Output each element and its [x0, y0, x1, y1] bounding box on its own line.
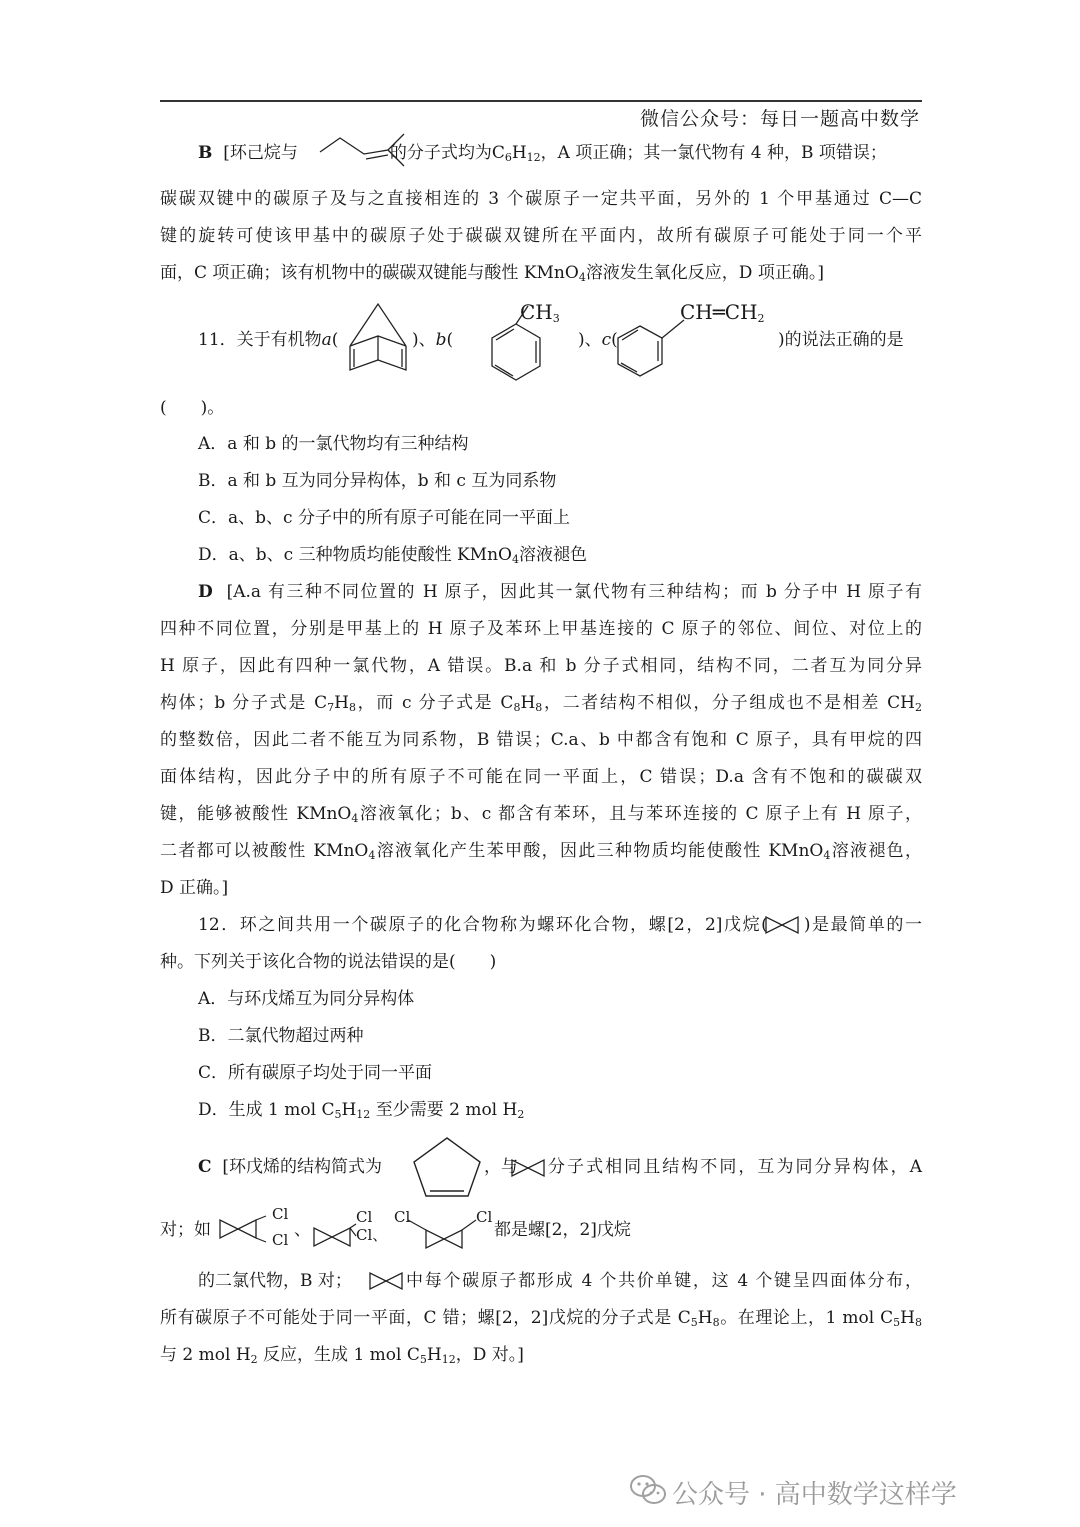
q12-answer-line-3a: 的二氯代物，B 对；	[198, 1271, 352, 1291]
answer-letter: B	[198, 143, 213, 163]
answer-letter: C	[198, 1157, 212, 1177]
cl-label-2: Cl	[272, 1231, 289, 1249]
watermark-text: 公众号 · 高中数学这样学	[672, 1480, 957, 1510]
q11-option-d: D．a、b、c 三种物质均能使酸性 KMnO$_4$溶液褪色	[198, 545, 587, 566]
q11-answer-line-2: 四种不同位置，分别是甲基上的 H 原子及苯环上甲基连接的 C 原子的邻位、间位、对位上的	[160, 619, 922, 639]
wechat-icon	[628, 1472, 668, 1508]
header-rule	[160, 100, 922, 102]
q12-option-b: B．二氯代物超过两种	[198, 1026, 364, 1046]
header-account: 微信公众号：每日一题高中数学	[639, 108, 920, 130]
dichloro-isomer-1	[218, 1216, 270, 1242]
q12-answer-line-4: 所有碳原子不可能处于同一平面，C 错；螺[2，2]戊烷的分子式是 $C_5H_8$。在理论上，1 mol $C_5H_8$	[160, 1308, 922, 1329]
q12-stem-line-1: 12．环之间共用一个碳原子的化合物称为螺环化合物，螺[2，2]戊烷( )是最简单的一	[198, 915, 922, 935]
q10-answer-line-3: 键的旋转可使该甲基中的碳原子处于碳碳双键所在平面内，故所有碳原子可能处于同一个平	[160, 226, 922, 246]
q10-answer-line-2: 碳碳双键中的碳原子及与之直接相连的 3 个碳原子一定共平面，另外的 1 个甲基通过 C—C	[160, 189, 922, 209]
cl-label-6: Cl	[476, 1208, 493, 1226]
q12-stem-line-2: 种。下列关于该化合物的说法错误的是( )	[160, 952, 497, 972]
q12-answer-line-2b: 都是螺[2，2]戊烷	[494, 1220, 631, 1240]
q12-answer-line-1b: ，与	[484, 1157, 518, 1177]
q12-answer-line-2a: 对；如	[160, 1220, 211, 1240]
q11-stem: 11．关于有机物a(	[198, 330, 339, 350]
q11-answer-line-4: 构体；b 分子式是 $C_7H_8$，而 c 分子式是 $C_8H_8$，二者结构不相似，分子组成也不是相差 $CH_2$	[160, 693, 922, 714]
q12-option-d: D．生成 1 mol $C_5H_{12}$ 至少需要 2 mol $H_2$	[198, 1100, 525, 1121]
q11-option-b: B．a 和 b 互为同分异构体，b 和 c 互为同系物	[198, 471, 557, 491]
q11-option-a: A．a 和 b 的一氯代物均有三种结构	[198, 434, 469, 454]
q11-answer-line-6: 面体结构，因此分子中的所有原子不可能在同一平面上，C 错误；D.a 含有不饱和的碳碳双	[160, 767, 922, 787]
q11-answer-line-9: D 正确。]	[160, 878, 229, 898]
spiropentane-inline-2	[368, 1271, 404, 1291]
cl-label-5: Cl	[394, 1208, 411, 1226]
q12-option-a: A．与环戊烯互为同分异构体	[198, 989, 415, 1009]
dichloro-isomer-3	[404, 1218, 480, 1248]
q11-answer-line-8: 二者都可以被酸性 KMnO$_4$溶液氧化产生苯甲酸，因此三种物质均能使酸性 KMnO$_4$溶液褪色，	[160, 841, 923, 862]
q11-answer-line-3: H 原子，因此有四种一氯代物，A 错误。B.a 和 b 分子式相同，结构不同，二者互为同分异	[160, 656, 922, 676]
vinyl-label: $CH═CH_2$	[680, 300, 765, 325]
q11-b-label: )、b(	[412, 330, 454, 350]
q11-blank: ( )。	[160, 398, 225, 418]
q11-answer-line-1: D [A.a 有三种不同位置的 H 原子，因此其一氯代物有三种结构；而 b 分子中 H 原子有	[198, 582, 923, 602]
separator: 、	[294, 1220, 311, 1240]
answer-letter: D	[198, 582, 213, 602]
methylpentene-structure	[318, 130, 408, 170]
cl-label-3: Cl	[356, 1208, 373, 1226]
cl-label-4: Cl、	[356, 1226, 388, 1244]
q10-answer-line-1: B [环己烷与 的分子式均为$C_6H_{12}$，A 项正确；其一氯代物有 4 种，B 项错误；	[198, 143, 887, 164]
q10-answer-line-4: 面，C 项正确；该有机物中的碳碳双键能与酸性 KMnO$_4$溶液发生氧化反应，D 项正确。]	[160, 263, 824, 284]
q12-answer-line-1a: C [环戊烯的结构简式为	[198, 1157, 382, 1177]
q11-c-label: )、c(	[578, 330, 618, 350]
q12-answer-line-3b: 中每个碳原子都形成 4 个共价单键，这 4 个键呈四面体分布，	[406, 1271, 922, 1291]
cl-label-1: Cl	[272, 1205, 289, 1223]
q11-option-c: C．a、b、c 分子中的所有原子可能在同一平面上	[198, 508, 570, 528]
spiropentane-structure	[764, 915, 800, 935]
q12-answer-line-1c: 分子式相同且结构不同，互为同分异构体，A	[548, 1157, 922, 1177]
q11-answer-line-5: 的整数倍，因此二者不能互为同系物，B 错误；C.a、b 中都含有饱和 C 原子，具有甲烷的四	[160, 730, 922, 750]
norbornadiene-structure	[342, 300, 412, 378]
q11-stem-end: )的说法正确的是	[778, 330, 904, 350]
q12-option-c: C．所有碳原子均处于同一平面	[198, 1063, 433, 1083]
q11-answer-line-7: 键，能够被酸性 KMnO$_4$溶液氧化；b、c 都含有苯环，且与苯环连接的 C 原子上有 H 原子，	[160, 804, 922, 825]
spiropentane-inline	[510, 1158, 546, 1178]
dichloro-isomer-2	[312, 1222, 358, 1248]
methyl-label: $CH_3$	[520, 300, 560, 325]
q12-answer-line-5: 与 2 mol $H_2$ 反应，生成 1 mol $C_5H_{12}$，D 对。]	[160, 1345, 524, 1366]
cyclopentene-structure	[410, 1134, 484, 1200]
